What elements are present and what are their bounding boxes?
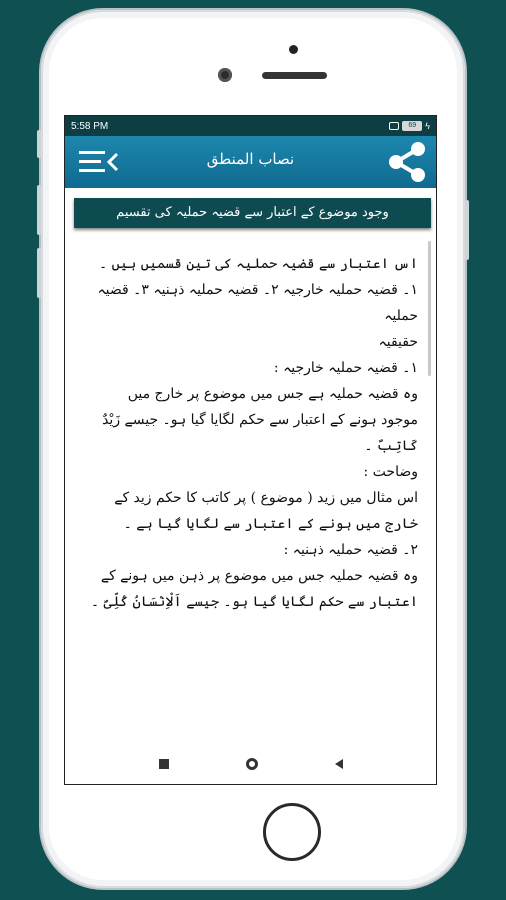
phone-power-button [465,200,469,260]
content-line: ۲۔ قضیہ حملیہ ذہنیہ : [283,542,418,558]
content-line: ۱۔ قضیہ حملیہ خارجیہ ۲۔ قضیہ حملیہ ذہنیہ ۳۔ قضیہ حملیہ [97,282,418,324]
front-camera [218,68,232,82]
content-line: وہ قضیہ حملیہ جس میں موضوع پر ذہن میں ہونے کے [100,568,418,584]
content-line: موجود ہونے کے اعتبار سے حکم لگایا گیا ہو۔ جیسے زَیْدٌ [102,412,418,428]
content-line: اعتبار سے حکم لگایا گیا ہو۔ جیسے اَلْاِنْسَانُ کُلِّیٌ ۔ [90,594,418,610]
app-screen [64,115,437,785]
earpiece-speaker [262,72,327,79]
signal-icon [389,122,399,130]
phone-volume-down-button [37,248,41,298]
phone-volume-up-button [37,185,41,235]
phone-side-button [37,130,41,158]
top-sensor-dot [289,45,298,54]
content-line: اس اعتبار سے قضیہ حملیہ کی تین قسمیں ہیں ۔ [99,256,418,272]
home-button[interactable] [263,803,321,861]
charging-icon: ϟ [425,121,430,131]
app-bar [65,136,436,188]
content-line: وہ قضیہ حملیہ ہے جس میں موضوع پر خارج میں [127,386,418,402]
content-line: حقیقیہ [378,334,418,350]
content-line: وضاحت : [363,464,418,480]
section-header: وجود موضوع کے اعتبار سے قضیہ حملیہ کی تقسیم [74,198,431,228]
content-line: خارج میں ہونے کے اعتبار سے لگایا گیا ہے ۔ [123,516,418,532]
content-text [81,251,418,615]
scrollbar[interactable] [428,241,431,376]
share-icon[interactable] [384,140,430,184]
status-bar [65,116,436,136]
status-time: 5:58 PM [71,120,109,132]
battery-icon: 69 [402,121,422,131]
status-icons [389,121,430,131]
system-nav-bar [65,744,436,784]
recent-apps-icon[interactable] [159,759,169,769]
content-line: کَاتِبٌ ۔ [364,438,418,454]
content-line: اس مثال میں زید ( موضوع ) پر کاتب کا حکم زید کے [114,490,418,506]
nav-back-icon[interactable] [335,759,343,769]
content-line: ۱۔ قضیہ حملیہ خارجیہ : [273,360,418,376]
app-title: نصاب المنطق [206,150,295,168]
nav-home-icon[interactable] [246,758,258,770]
